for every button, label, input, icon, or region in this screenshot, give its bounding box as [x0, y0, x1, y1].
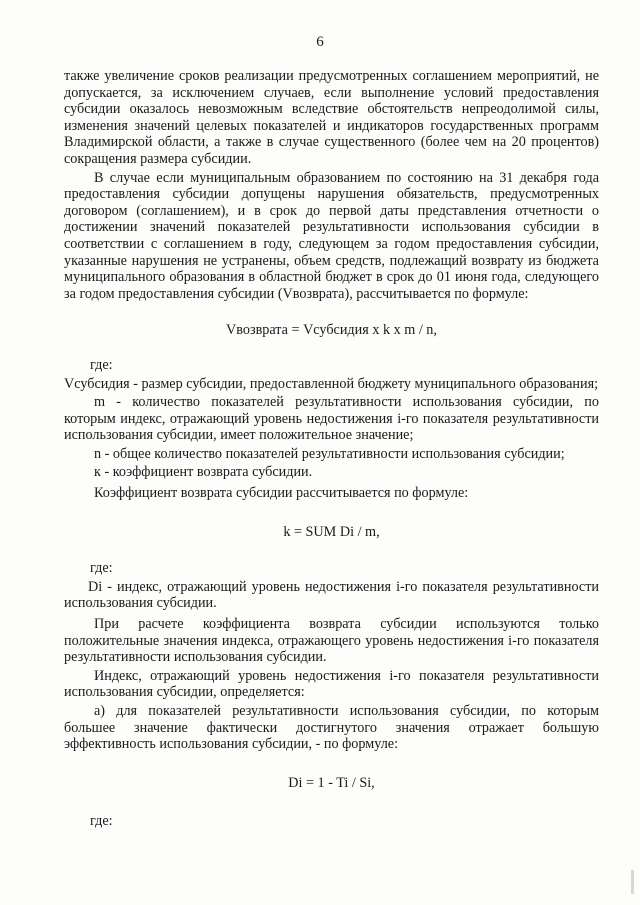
- definition-m: m - количество показателей результативности использования субсидии, по которым индекс, отражающий уровень недостижения i-го показателя результативности использования субсидии, имеет положительное значение;: [64, 394, 599, 444]
- paragraph-coefficient: Коэффициент возврата субсидии рассчитывается по формуле:: [94, 485, 469, 502]
- paragraph-continuation: также увеличение сроков реализации предусмотренных соглашением мероприятий, не допускается, за исключением случаев, если выполнение условий предоставления субсидии оказалось невозможным вследствие обстоятельств непреодолимой силы, изменения значений целевых показателей и индикаторов государственных программ Владимирской области, а также в случае существенного (более чем на 20 процентов) сокращения размера субсидии.: [64, 68, 599, 167]
- scan-edge-mark: [631, 870, 634, 894]
- paragraph-positive-values: При расчете коэффициента возврата субсидии используются только положительные значения индекса, отражающего уровень недостижения i-го показателя результативности использования субсидии.: [64, 616, 599, 666]
- definition-k: к - коэффициент возврата субсидии.: [94, 464, 313, 481]
- formula-refund-volume: Vвозврата = Vсубсидия x k x m / n,: [226, 322, 437, 339]
- definition-di: Di - индекс, отражающий уровень недостижения i-го показателя результативности использования субсидии.: [64, 578, 599, 612]
- document-body: [64, 68, 599, 830]
- where-label: где:: [90, 356, 113, 373]
- paragraph-index-determination: Индекс, отражающий уровень недостижения i-го показателя результативности использования субсидии, определяется:: [64, 667, 599, 701]
- definition-n: n - общее количество показателей результативности использования субсидии;: [94, 445, 565, 462]
- formula-index: Di = 1 - Ti / Si,: [288, 774, 375, 791]
- page-number: 6: [316, 34, 324, 50]
- paragraph-case-a: а) для показателей результативности использования субсидии, по которым большее значение фактически достигнутого значения отражает большую эффективность использования субсидии, - по формуле:: [64, 703, 599, 753]
- where-label: где:: [90, 813, 113, 830]
- where-label: где:: [90, 560, 113, 577]
- paragraph-violation-case: В случае если муниципальным образованием по состоянию на 31 декабря года предоставления субсидии допущены нарушения обязательств, предусмотренных договором (соглашением), и в срок до первой даты представления отчетности о достижении значений показателей результативности использования субсидии в соответствии с соглашением в году, следующем за годом предоставления субсидии, указанные нарушения не устранены, объем средств, подлежащий возврату из бюджета муниципального образования в областной бюджет в срок до 01 июня года, следующего за годом предоставления субсидии (Vвозврата), рассчитывается по формуле:: [64, 169, 599, 302]
- formula-coefficient: k = SUM Di / m,: [283, 523, 380, 540]
- definition-v-subsidy: Vсубсидия - размер субсидии, предоставленной бюджету муниципального образования;: [64, 375, 599, 392]
